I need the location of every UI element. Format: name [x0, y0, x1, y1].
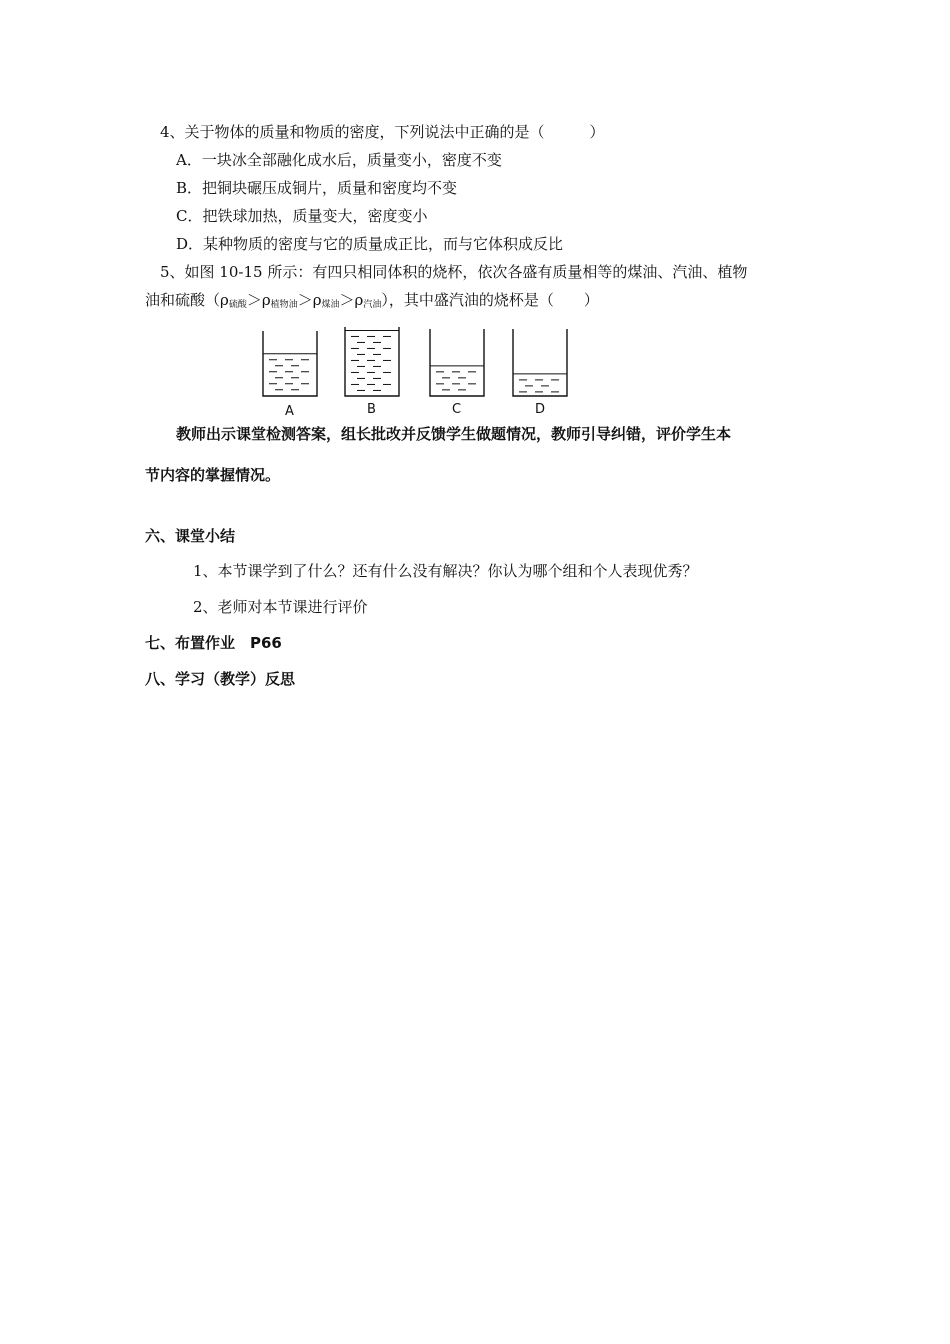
teacher-note-line-2: 节内容的掌握情况。	[145, 466, 281, 484]
beaker-a	[263, 331, 317, 419]
density-subscript-gasoline: 汽油	[363, 300, 382, 310]
beakers-svg	[255, 325, 585, 420]
beaker-label-c: C	[452, 402, 462, 417]
beaker-c	[430, 329, 484, 417]
beaker-label-a: A	[285, 404, 294, 419]
question-5-line-1: 5、如图 10-15 所示：有四只相同体积的烧杯，依次各盛有质量相等的煤油、汽油、植物	[160, 263, 748, 281]
beaker-outline	[430, 329, 484, 396]
section-6-item-2: 2、老师对本节课进行评价	[193, 598, 368, 616]
greater-than-1: ＞ρ	[246, 291, 271, 309]
greater-than-3: ＞ρ	[339, 291, 364, 309]
beaker-outline	[263, 331, 317, 396]
question-5-prefix: 油和硫酸（ρ	[145, 291, 229, 309]
beaker-outline	[513, 329, 567, 396]
question-4-option-a: A．一块冰全部融化成水后，质量变小，密度不变	[176, 151, 502, 169]
beaker-label-b: B	[367, 402, 376, 417]
beaker-outline	[345, 327, 399, 396]
density-subscript-vegetable-oil: 植物油	[270, 300, 298, 310]
beakers-figure	[255, 325, 585, 420]
density-subscript-kerosene: 煤油	[321, 300, 340, 310]
teacher-note-line-1: 教师出示课堂检测答案，组长批改并反馈学生做题情况，教师引导纠错，评价学生本	[176, 425, 732, 443]
question-5-line-2	[145, 290, 599, 315]
beaker-b	[345, 327, 399, 417]
question-4-option-b: B．把铜块碾压成铜片，质量和密度均不变	[176, 179, 458, 197]
density-subscript-sulfuric-acid: 硫酸	[228, 300, 247, 310]
question-5-suffix: ），其中盛汽油的烧杯是（ ）	[381, 291, 599, 309]
greater-than-2: ＞ρ	[297, 291, 322, 309]
section-6-heading: 六、课堂小结	[145, 527, 236, 545]
question-4-option-c: C．把铁球加热，质量变大，密度变小	[176, 207, 428, 225]
section-8-heading: 八、学习（教学）反思	[145, 670, 296, 688]
question-4-option-d: D．某种物质的密度与它的质量成正比，而与它体积成反比	[176, 235, 564, 253]
section-6-item-1: 1、本节课学到了什么？还有什么没有解决？你认为哪个组和个人表现优秀？	[193, 562, 698, 580]
section-7-heading: 七、布置作业 P66	[145, 634, 282, 652]
question-4-stem: 4、关于物体的质量和物质的密度，下列说法中正确的是（ ）	[160, 123, 605, 141]
beaker-label-d: D	[535, 402, 546, 417]
beaker-d	[513, 329, 567, 417]
